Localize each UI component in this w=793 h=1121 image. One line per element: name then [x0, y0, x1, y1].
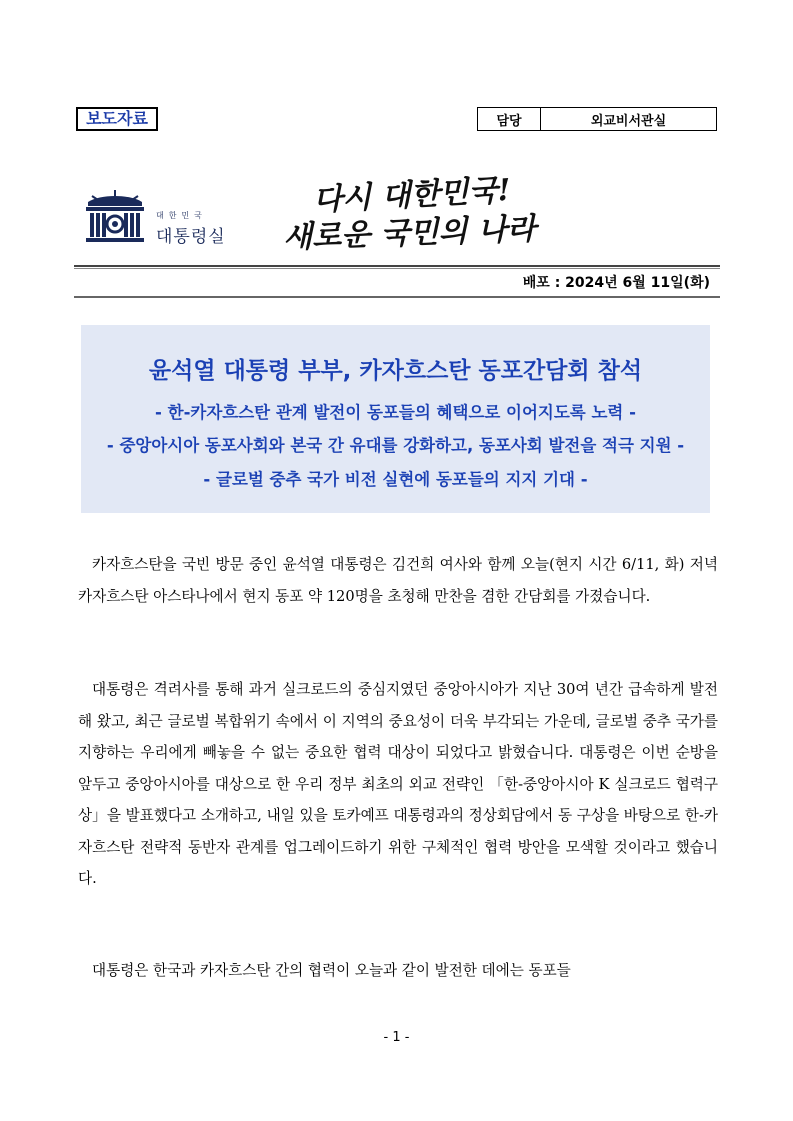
release-date: 배포 : 2024년 6월 11일(화)	[522, 275, 710, 291]
headline-subtitle: - 한-카자흐스탄 관계 발전이 동포들의 혜택으로 이어지도록 노력 -	[155, 403, 636, 422]
paragraph-text: 대통령은 격려사를 통해 과거 실크로드의 중심지였던 중앙아시아가 지난 30여 년간 급속하게 발전해 왔고, 최근 글로벌 복합위기 속에서 이 지역의 중요성이 더욱 부각되는 가운데, 글로벌 중추 국가를 지향하는 우리에게 빼놓을 수 없는 중요한 협력 대상이 되었다고 밝혔습니다. 대통령은 이번 순방을 앞두고 중앙아시아를 대상으로 한 우리 정부 최초의 외교 전략인 「한-중앙아시아 K 실크로드 협력구상」을 발표했다고 소개하고, 내일 있을 토카예프 대통령과의 정상회담에서 동 구상을 바탕으로 한-카자흐스탄 전략적 동반자 관계를 업그레이드하기 위한 구체적인 협력 방안을 모색할 것이라고 했습니다.	[78, 681, 718, 887]
slogan-line-2: 새로운 국민의 나라	[282, 211, 537, 256]
header-divider	[74, 265, 720, 267]
contact-key: 담당	[478, 108, 541, 131]
header-divider-thin	[74, 268, 720, 269]
press-release-label: 보도자료	[76, 107, 158, 131]
presidential-office-logo	[82, 188, 232, 248]
headline-subtitle: - 글로벌 중추 국가 비전 실현에 동포들의 지지 기대 -	[203, 470, 588, 489]
headline-title: 윤석열 대통령 부부, 카자흐스탄 동포간담회 참석	[148, 358, 643, 384]
logo-title: 대통령실	[156, 227, 226, 247]
paragraph-text: 카자흐스탄을 국빈 방문 중인 윤석열 대통령은 김건희 여사와 함께 오늘(현지 시간 6/11, 화) 저녁 카자흐스탄 아스타나에서 현지 동포 약 120명을 초청해 만찬을 겸한 간담회를 가졌습니다.	[78, 556, 718, 605]
headline-subtitle: - 중앙아시아 동포사회와 본국 간 유대를 강화하고, 동포사회 발전을 적극 지원 -	[106, 436, 685, 455]
headline-box	[81, 325, 710, 513]
paragraph-text: 대통령은 한국과 카자흐스탄 간의 협력이 오늘과 같이 발전한 데에는 동포들	[92, 962, 571, 979]
contact-row	[478, 108, 717, 131]
contact-value: 외교비서관실	[541, 108, 717, 131]
logo-subtitle: 대한민국	[156, 211, 207, 220]
page-number: - 1 -	[383, 1030, 410, 1045]
body-paragraph	[78, 549, 718, 612]
body-paragraph	[78, 674, 718, 895]
body-paragraph	[78, 955, 718, 987]
slogan-calligraphy	[282, 170, 537, 260]
presidential-seal-icon	[82, 188, 148, 246]
contact-table	[477, 107, 717, 131]
slogan-line-1: 다시 대한민국!	[312, 172, 512, 219]
date-divider	[74, 296, 720, 298]
